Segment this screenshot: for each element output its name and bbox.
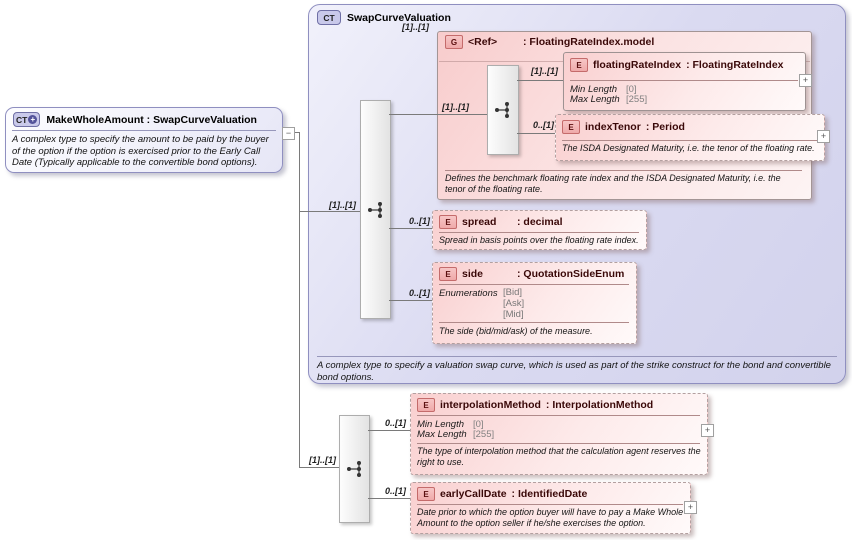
element-icon: E [439,215,457,229]
element-divider [417,504,683,505]
expand-icon[interactable]: + [684,501,697,514]
sequence-icon [345,460,365,478]
enumeration-value: [Mid] [503,308,524,320]
element-type: : IdentifiedDate [511,488,588,500]
element-divider [417,443,700,444]
element-annotation: The type of interpolation method that the calculation agent reserves the right to use. [417,446,701,468]
sequence-icon [366,201,386,219]
connector-line [368,498,410,499]
element-header [570,58,784,72]
frame-title: SwapCurveValuation [347,11,451,24]
sequence-compositor-extension[interactable] [339,415,370,523]
element-box-spread[interactable] [432,210,647,250]
element-type: : Period [645,121,685,133]
element-divider [417,415,700,416]
element-header [417,487,587,501]
facet-value: [0] [473,419,484,430]
element-header [562,120,685,134]
enumeration-values [503,288,524,321]
element-type: : decimal [517,216,563,228]
cardinality-label: 0..[1] [408,288,430,298]
connector-line [300,211,360,212]
facet-label: Max Length [417,429,467,440]
facet-value: [255] [626,94,648,105]
element-name: earlyCallDate [440,488,507,500]
facet-max-length [570,94,647,105]
connector-line [517,133,555,134]
group-annotation-divider [445,170,802,171]
element-box-interpolationmethod[interactable] [410,393,708,475]
element-header [417,398,653,412]
element-divider [570,80,798,81]
element-annotation: Date prior to which the option buyer will have to pay a Make Whole Amount to the option seller if he/she exercises the option. [417,507,684,529]
element-name: floatingRateIndex [593,59,682,71]
cardinality-label: 0..[1] [532,120,554,130]
enumeration-value: [Ask] [503,297,525,309]
element-type: : FloatingRateIndex [686,59,784,71]
group-header [445,35,654,49]
enumeration-value: [Bid] [503,287,523,298]
element-icon: E [570,58,588,72]
complex-type-icon-text: CT [16,114,28,125]
element-name: spread [462,216,497,228]
sequence-icon [493,101,513,119]
facet-enumerations [439,288,524,321]
element-divider [439,232,639,233]
element-icon: E [417,487,435,501]
element-header [439,215,563,229]
complex-type-plus-icon [13,112,40,127]
left-box-header [13,112,257,127]
plus-badge-icon: + [28,115,37,124]
cardinality-label: [1]..[1] [442,102,469,112]
element-divider [562,140,817,141]
sequence-compositor-group[interactable] [487,65,519,155]
element-icon: E [439,267,457,281]
element-header [439,267,624,281]
element-box-side[interactable] [432,262,637,344]
connector-line [368,430,410,431]
frame-header [317,10,451,25]
element-box-floatingrateindex[interactable] [563,52,806,111]
group-name: <Ref> [468,36,498,48]
element-name: side [462,268,484,280]
group-icon: G [445,35,463,49]
cardinality-label: 0..[1] [384,486,406,496]
left-box-divider [12,130,276,131]
group-type: : FloatingRateIndex.model [523,36,655,48]
connector-line [300,467,339,468]
connector-line [299,132,300,468]
group-annotation: Defines the benchmark floating rate index and the ISDA Designated Maturity, i.e. the tenor of the floating rate. [445,173,781,195]
connector-line [389,300,432,301]
element-divider [439,322,629,323]
facet-value: [255] [473,429,495,440]
facet-label: Max Length [570,94,620,105]
element-icon: E [562,120,580,134]
cardinality-label: [1]..[1] [402,22,429,32]
facet-label: Min Length [570,84,618,95]
element-icon: E [417,398,435,412]
sequence-compositor-main[interactable] [360,100,391,319]
frame-annotation: A complex type to specify a valuation swap curve, which is used as part of the strike construct for the bond and convertible bond options. [317,360,831,383]
element-name: indexTenor [585,121,641,133]
facet-label: Enumerations [439,288,498,299]
element-name: interpolationMethod [440,399,541,411]
cardinality-label: 0..[1] [384,418,406,428]
facet-max-length [417,429,494,440]
connector-line [517,80,563,81]
cardinality-label: [1]..[1] [329,200,356,210]
cardinality-label: [1]..[1] [531,66,558,76]
left-box-title: MakeWholeAmount : SwapCurveValuation [46,113,257,126]
element-box-indextenor[interactable] [555,114,825,161]
element-type: : InterpolationMethod [545,399,654,411]
expand-icon[interactable]: + [701,424,714,437]
connector-line [389,228,432,229]
collapse-icon[interactable]: − [282,127,295,140]
facet-value: [0] [626,84,637,95]
facet-label: Min Length [417,419,465,430]
element-type: : QuotationSideEnum [517,268,625,280]
expand-icon[interactable]: + [817,130,830,143]
expand-icon[interactable]: + [799,74,812,87]
element-annotation: The side (bid/mid/ask) of the measure. [439,326,593,336]
cardinality-label: [1]..[1] [309,455,336,465]
frame-annotation-divider [317,356,837,357]
element-divider [439,284,629,285]
element-annotation: Spread in basis points over the floating rate index. [439,235,639,245]
complex-type-box-makewholeamount[interactable] [5,107,283,173]
element-annotation: The ISDA Designated Maturity, i.e. the tenor of the floating rate. [562,143,815,153]
cardinality-label: 0..[1] [408,216,430,226]
connector-line [389,114,487,115]
left-box-description: A complex type to specify the amount to be paid by the buyer of the option if the option is exercised prior to the Early Call Date (Typically applicable to the convertible bond options). [12,134,269,169]
element-box-earlycalldate[interactable] [410,482,691,534]
complex-type-icon: CT [317,10,341,25]
